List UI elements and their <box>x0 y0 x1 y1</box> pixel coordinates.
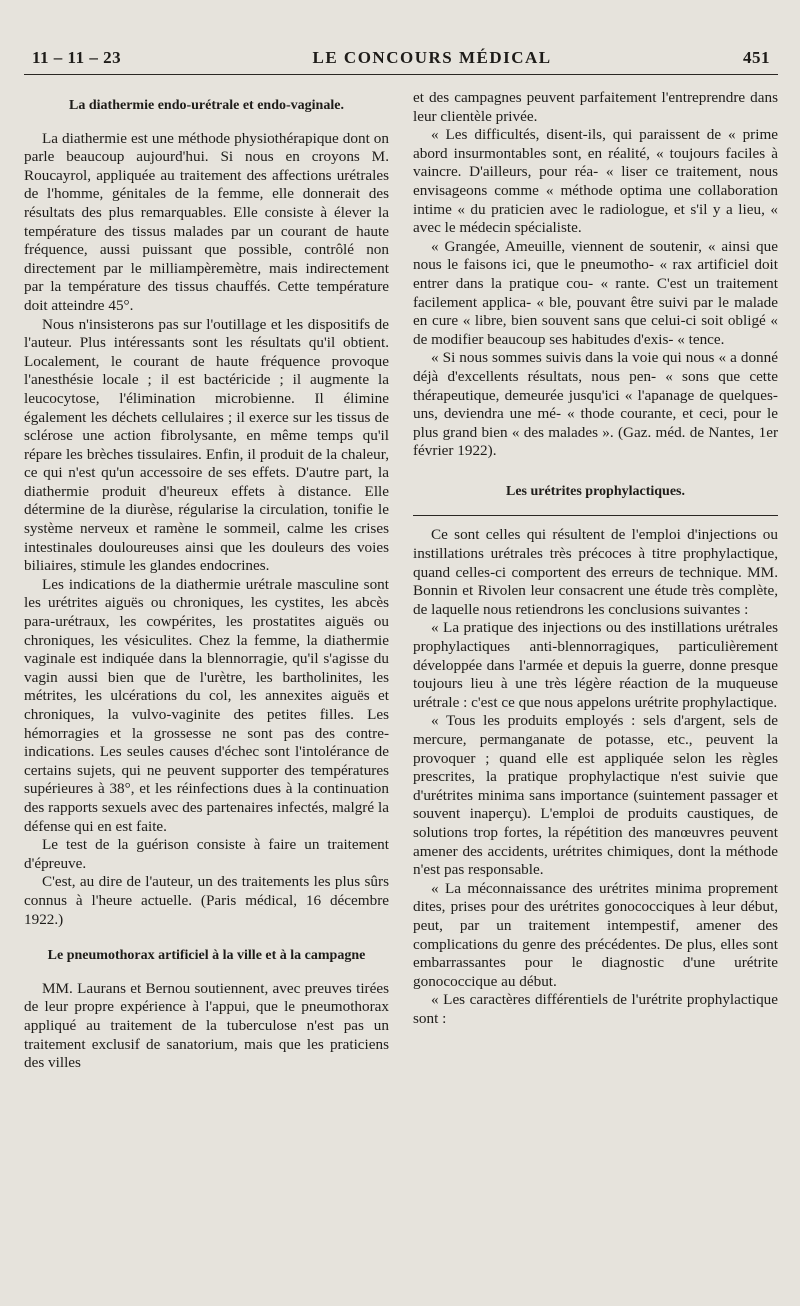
paragraph: Les indications de la diathermie urétrale masculine sont les urétrites aiguës ou chroniques, les cystites, les abcès para-urétraux, les cowpérites, les prostatites aiguës ou chroniques, les vésiculites. Chez la femme, la diathermie vaginale est indiquée dans la blennorragie, qu'il s'agisse du vagin aussi bien que de l'urètre, les bartholinites, les métrites, les ulcérations du col, les annexites aiguës et chroniques, la vulvo-vaginite des petites filles. Les hémorragies et la grossesse ne sont pas des contre-indications. Les seules causes d'échec sont l'intolérance de certains sujets, qui ne peuvent supporter des températures supérieures à 38°, et les réinfections dues à la continuation des rapports sexuels avec des partenaires infectés, malgré la défense qui en est faite. <box>24 575 389 835</box>
section-title-pneumothorax: Le pneumothorax artificiel à la ville et à la campagne <box>47 948 366 964</box>
quote-paragraph: « Si nous sommes suivis dans la voie qui nous « a donné déjà d'excellents résultats, nous pen- « sons que cette thérapeutique, demeurée jusqu'ici « l'apanage de quelques-uns, deviendra une mé- « thode courante, et ceci, pour le plus grand bien « des malades ». (Gaz. méd. de Nantes, 1er février 1922). <box>413 349 778 460</box>
paragraph: « La méconnaissance des urétrites minima proprement dites, prises pour des urétrites gonococciques à leur début, peut, par un traitement intempestif, amener des complications du genre des précédentes. De plus, elles sont embarrassantes pour le diagnostic d'une urétrite gonococcique au début. <box>413 879 778 990</box>
issue-date: 11 – 11 – 23 <box>32 48 122 67</box>
right-column <box>413 89 778 1073</box>
paragraph: C'est, au dire de l'auteur, un des traitements les plus sûrs connus à l'heure actuelle. (Paris médical, 16 décembre 1922.) <box>24 873 389 928</box>
section-rule <box>413 515 778 516</box>
paragraph: « La pratique des injections ou des instillations urétrales prophylactiques anti-blennorragiques, particulièrement développée dans l'armée et depuis la guerre, donne presque toujours lieu à une très légère réaction de la muqueuse urétrale : c'est ce que nous appelons urétrite prophylactique. <box>413 619 778 711</box>
section-title-uretrites: Les urétrites prophylactiques. <box>505 483 685 499</box>
paragraph: « Tous les produits employés : sels d'argent, sels de mercure, permanganate de potasse, etc., peuvent la provoquer ; quand elle est appliquée selon les règles prescrites, la pratique prophylactique n'est suivie que d'urétrites minima sans importance (suintement passager et souvent inaperçu). L'emploi de produits caustiques, de solutions trop fortes, la répétition des manœuvres peuvent amener des accidents, urétrites chimiques, dont la méthode n'est pas responsable. <box>413 712 778 879</box>
paragraph: « Les caractères différentiels de l'urétrite prophylactique sont : <box>413 991 778 1027</box>
paragraph: La diathermie est une méthode physiothérapique dont on parle beaucoup aujourd'hui. Si nous en croyons M. Roucayrol, appliquée au traitement des affections urétrales de l'homme, génitales de la femme, elle donnerait des résultats des plus remarquables. Elle consiste à élever la température des tissus malades par un courant de haute fréquence, aussi puissant que possible, contrôlé non directement par le milliampèremètre, mais indirectement par la température des tissus chauffés. Cette température doit atteindre 45°. <box>24 129 389 314</box>
running-header <box>24 48 778 75</box>
left-column <box>24 89 389 1073</box>
paragraph: Ce sont celles qui résultent de l'emploi d'injections ou instillations urétrales très précoces à titre prophylactique, quand celles-ci comportent des erreurs de technique. MM. Bonnin et Rivolen leur consacrent une étude très complète, de laquelle nous retiendrons les conclusions suivantes : <box>413 526 778 618</box>
paragraph-continuation: et des campagnes peuvent parfaitement l'entreprendre dans leur clientèle privée. <box>413 89 778 125</box>
quote-paragraph: « Les difficultés, disent-ils, qui paraissent de « prime abord insurmontables sont, en réalité, « toujours faciles à vaincre. D'ailleurs, pour réa- « liser ce traitement, nous envisageons comme « méthode optima une collaboration intime « du praticien avec le radiologue, et s'il y a lieu, « avec le médecin spécialiste. <box>413 126 778 237</box>
page-number: 451 <box>742 48 770 67</box>
two-column-body <box>24 89 778 1073</box>
section-title-diathermie: La diathermie endo-urétrale et endo-vaginale. <box>69 98 344 113</box>
journal-title: LE CONCOURS MÉDICAL <box>312 48 552 67</box>
quote-paragraph: « Grangée, Ameuille, viennent de soutenir, « ainsi que nous le faisons ici, que le pneumotho- « rax artificiel doit entrer dans la pratique cou- « rante. C'est un traitement facilement applica- « ble, pouvant être suivi par le malade en cure « libre, bien souvent sans que celui-ci soit obligé « de modifier beaucoup ses habitudes d'exis- « tence. <box>413 237 778 348</box>
paragraph: MM. Laurans et Bernou soutiennent, avec preuves tirées de leur propre expérience à l'appui, que le pneumothorax appliqué au traitement de la tuberculose n'est pas un traitement exclusif de sanatorium, mais que les praticiens des villes <box>24 979 389 1072</box>
paragraph: Le test de la guérison consiste à faire un traitement d'épreuve. <box>24 836 389 872</box>
paragraph: Nous n'insisterons pas sur l'outillage et les dispositifs de l'auteur. Plus intéressants sont les résultats qu'il obtient. Localement, le courant de haute fréquence provoque l'anesthésie locale ; il est bactéricide ; il augmente la leucocytose, l'élimination microbienne. Il élimine également les déchets cellulaires ; il exerce sur les tissus de sclérose une action fibrolysante, en même temps qu'il répare les brèches tissulaires. Enfin, il produit de la chaleur, ce qui n'est qu'un accessoire de ses effets. D'autre part, la diathermie produit d'heureux effets à distance. Elle détermine de la diurèse, régularise la circulation, tonifie le système nerveux et ramène le sommeil, calme les crises intestinales douloureuses ainsi que les douleurs des voies biliaires, stimule les glandes endocrines. <box>24 315 389 575</box>
